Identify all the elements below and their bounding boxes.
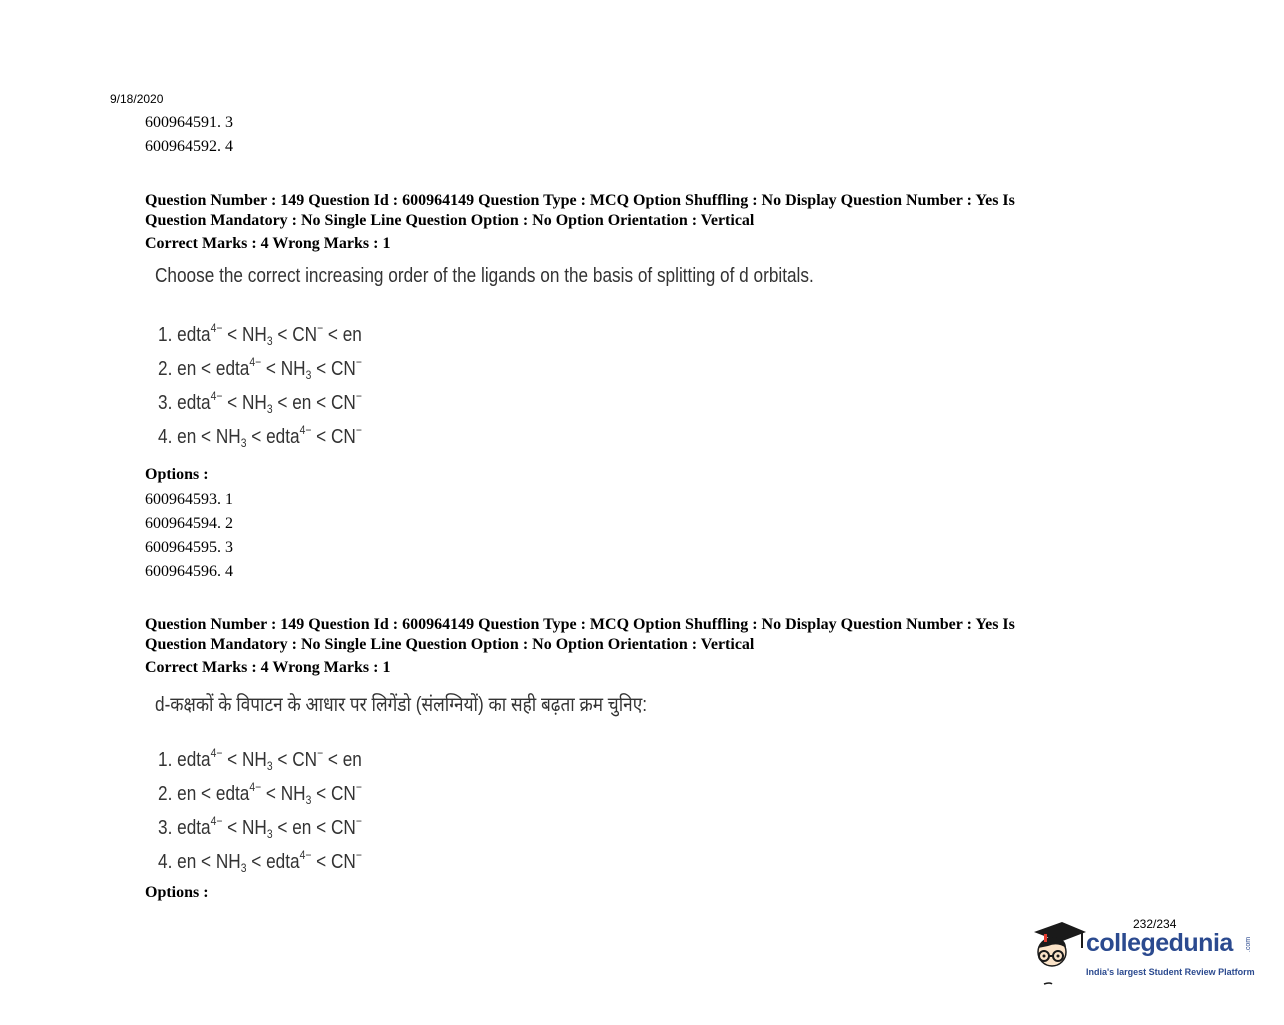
answer-choices	[158, 321, 362, 457]
choice-1: 1. edta$^{4-}$ < $NH_3 < CN^-$ < en	[158, 746, 362, 773]
answer-choices	[158, 746, 362, 882]
question-text-hindi: d-कक्षकों के विपाटन के आधार पर लिगेंडो (संलग्नियों) का सही बढ़ता क्रम चुनिए:	[155, 694, 648, 716]
option-id: 600964591. 3	[145, 114, 233, 131]
choice-3: 3. edta$^{4-}$ < $NH_3$ < en < CN−	[158, 389, 362, 416]
page-number: 232/234	[1133, 917, 1177, 931]
prev-option-ids	[145, 111, 233, 159]
choice-2: 2. en < edta$^{4-}$ < $NH_3 < CN^-$	[158, 780, 362, 807]
question-meta: Question Number : 149 Question Id : 600964149 Question Type : MCQ Option Shuffling : No Display Question Number : Yes Is Question Mandatory : No Single Line Question Option : No Option Orientation : Vertical	[145, 192, 1015, 229]
brand-name: collegedunia	[1086, 929, 1233, 957]
choice-4: 4. en < $NH_3$ < edta$^{4-}$ < CN−	[158, 423, 362, 450]
options-label: Options :	[145, 466, 209, 483]
question-marks: Correct Marks : 4 Wrong Marks : 1	[145, 659, 391, 676]
brand-dotcom: .com	[1245, 936, 1253, 953]
option-id: 600964596. 4	[145, 563, 233, 580]
options-label: Options :	[145, 884, 209, 901]
print-date: 9/18/2020	[110, 92, 164, 106]
question-marks: Correct Marks : 4 Wrong Marks : 1	[145, 235, 391, 252]
option-id: 600964593. 1	[145, 491, 233, 508]
option-id: 600964592. 4	[145, 138, 233, 155]
option-id-list	[145, 488, 233, 584]
option-id: 600964595. 3	[145, 539, 233, 556]
question-meta: Question Number : 149 Question Id : 600964149 Question Type : MCQ Option Shuffling : No Display Question Number : Yes Is Question Mandatory : No Single Line Question Option : No Option Orientation : Vertical	[145, 616, 1015, 653]
choice-2: 2. en < edta$^{4-}$ < $NH_3 < CN^-$	[158, 355, 362, 382]
choice-4: 4. en < $NH_3$ < edta$^{4-}$ < CN−	[158, 848, 362, 875]
option-id: 600964594. 2	[145, 515, 233, 532]
brand-tagline: India's largest Student Review Platform	[1086, 967, 1255, 977]
question-text: Choose the correct increasing order of the ligands on the basis of splitting of d orbitals.	[155, 265, 814, 287]
choice-3: 3. edta$^{4-}$ < $NH_3$ < en < CN−	[158, 814, 362, 841]
choice-1: 1. edta$^{4-}$ < $NH_3 < CN^-$ < en	[158, 321, 362, 348]
